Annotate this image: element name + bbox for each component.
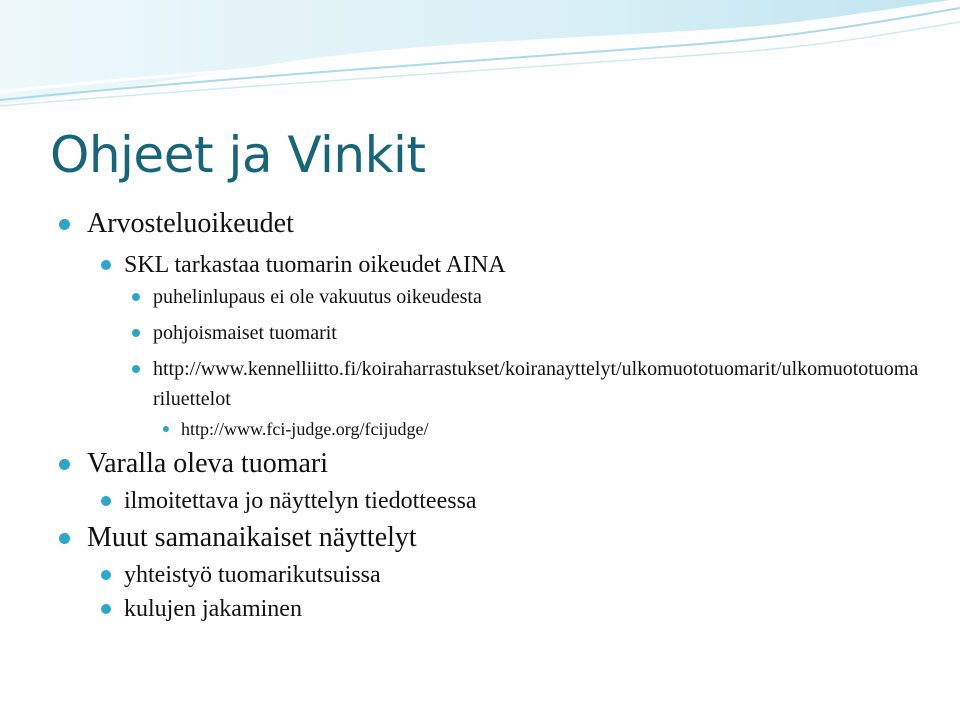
bullet-dot-icon <box>101 496 111 506</box>
bullet-item <box>0 592 960 626</box>
bullet-text: Varalla oleva tuomari <box>87 448 329 479</box>
bullet-item <box>0 414 960 444</box>
bullet-dot-icon <box>59 533 70 544</box>
bullet-dot-icon <box>59 459 70 470</box>
slide-title: Ohjeet ja Vinkit <box>50 126 426 184</box>
bullet-item <box>0 248 960 282</box>
bullet-list <box>0 204 960 626</box>
link-fci-judge[interactable]: http://www.fci-judge.org/fcijudge/ <box>181 419 429 439</box>
bullet-dot-icon <box>59 219 70 230</box>
link-kennelliitto[interactable]: http://www.kennelliitto.fi/koiraharrastukset/koiranayttelyt/ulkomuototuomarit/ulkomuototuomariluettelot <box>153 358 919 410</box>
bullet-dot-icon <box>163 426 169 432</box>
bullet-text: pohjoismaiset tuomarit <box>153 322 337 344</box>
bullet-item <box>0 444 960 484</box>
bullet-dot-icon <box>101 604 111 614</box>
bullet-dot-icon <box>132 293 140 301</box>
decorative-wave-header <box>0 0 960 110</box>
bullet-dot-icon <box>101 260 111 270</box>
bullet-text: puhelinlupaus ei ole vakuutus oikeudesta <box>153 286 482 308</box>
bullet-dot-icon <box>132 365 140 373</box>
bullet-text: SKL tarkastaa tuomarin oikeudet AINA <box>124 252 506 278</box>
bullet-item <box>0 282 960 312</box>
bullet-item <box>0 204 960 244</box>
bullet-item <box>0 318 960 348</box>
bullet-text: kulujen jakaminen <box>124 596 302 622</box>
bullet-item <box>0 518 960 558</box>
bullet-item <box>0 558 960 592</box>
bullet-dot-icon <box>132 329 140 337</box>
bullet-text: Arvosteluoikeudet <box>87 208 294 239</box>
bullet-text: Muut samanaikaiset näyttelyt <box>87 522 417 553</box>
bullet-item <box>0 354 960 414</box>
bullet-text: yhteistyö tuomarikutsuissa <box>124 562 381 588</box>
bullet-text: ilmoitettava jo näyttelyn tiedotteessa <box>124 488 477 514</box>
bullet-item <box>0 484 960 518</box>
bullet-dot-icon <box>101 570 111 580</box>
